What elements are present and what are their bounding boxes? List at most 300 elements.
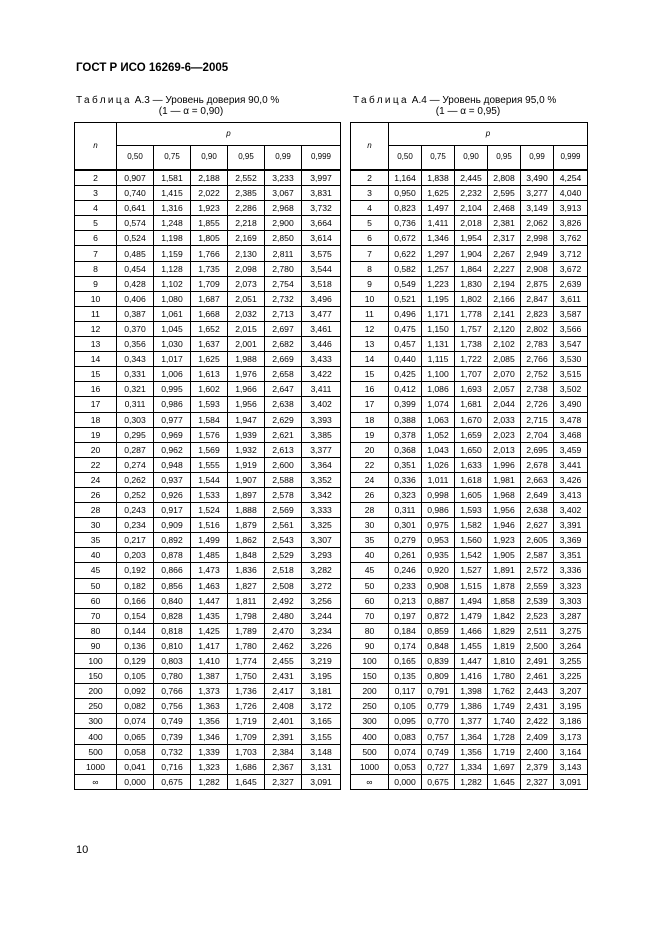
value-cell: 1,011 [422,472,455,487]
value-cell: 2,713 [265,306,302,321]
value-cell: 0,749 [422,744,455,759]
value-cell: 1,750 [228,669,265,684]
value-cell: 0,457 [389,337,422,352]
n-cell: 9 [351,276,389,291]
value-cell: 3,165 [302,714,341,729]
value-cell: 0,246 [389,563,422,578]
value-cell: 0,986 [422,503,455,518]
value-cell: 2,062 [521,216,554,231]
value-cell: 2,627 [521,518,554,533]
value-cell: 3,575 [302,246,341,261]
value-cell: 2,194 [488,276,521,291]
table-a3-subtitle: (1 — α = 0,90) [158,106,224,117]
value-cell: 1,726 [228,699,265,714]
value-cell: 3,195 [554,699,588,714]
value-cell: 2,998 [521,231,554,246]
value-cell: 1,080 [154,291,191,306]
value-cell: 3,732 [302,201,341,216]
value-cell: 2,518 [265,563,302,578]
value-cell: 2,766 [521,352,554,367]
n-cell: 35 [75,533,117,548]
value-cell: 0,496 [389,306,422,321]
value-cell: 1,810 [488,654,521,669]
value-cell: 2,385 [228,186,265,201]
value-cell: 3,149 [521,201,554,216]
table-row [75,744,341,759]
value-cell: 3,233 [265,170,302,186]
value-cell: 2,572 [521,563,554,578]
value-cell: 1,670 [455,412,488,427]
value-cell: 2,443 [521,684,554,699]
value-cell: 3,391 [554,518,588,533]
n-cell: 50 [75,578,117,593]
value-cell: 1,435 [191,608,228,623]
value-cell: 2,227 [488,261,521,276]
table-row [351,714,588,729]
value-cell: 0,809 [422,669,455,684]
value-cell: 0,977 [154,412,191,427]
value-cell: 2,738 [521,382,554,397]
value-cell: 0,757 [422,729,455,744]
table-a4-caption [353,95,583,117]
value-cell: 2,704 [521,427,554,442]
value-cell: 1,923 [191,201,228,216]
value-cell: 3,468 [554,427,588,442]
value-cell: 2,102 [488,337,521,352]
value-cell: 0,287 [117,442,154,457]
value-cell: 3,277 [521,186,554,201]
value-cell: 3,433 [302,352,341,367]
n-cell: 100 [75,654,117,669]
value-cell: 0,839 [422,654,455,669]
value-cell: 2,073 [228,276,265,291]
table-row [351,578,588,593]
n-cell: 7 [351,246,389,261]
p-value-header: 0,90 [191,145,228,170]
n-cell: 1000 [351,759,389,774]
n-cell: 30 [351,518,389,533]
value-cell: 1,946 [488,518,521,533]
table-row [75,457,341,472]
value-cell: 2,051 [228,291,265,306]
value-cell: 3,490 [521,170,554,186]
n-cell: 500 [351,744,389,759]
value-cell: 2,823 [521,306,554,321]
value-cell: 3,195 [302,669,341,684]
value-cell: 1,363 [191,699,228,714]
value-cell: 0,388 [389,412,422,427]
value-cell: 2,445 [455,170,488,186]
value-cell: 1,316 [154,201,191,216]
value-cell: 2,098 [228,261,265,276]
value-cell: 1,373 [191,684,228,699]
value-cell: 1,164 [389,170,422,186]
value-cell: 1,017 [154,352,191,367]
value-cell: 0,872 [422,608,455,623]
value-cell: 2,462 [265,638,302,653]
value-cell: 0,262 [117,472,154,487]
value-cell: 0,351 [389,457,422,472]
table-row [351,744,588,759]
value-cell: 3,325 [302,518,341,533]
value-cell: 3,459 [554,442,588,457]
table-row [75,321,341,336]
value-cell: 0,144 [117,623,154,638]
value-cell: 2,408 [265,699,302,714]
value-cell: 1,257 [422,261,455,276]
value-cell: 3,530 [554,352,588,367]
value-cell: 2,559 [521,578,554,593]
value-cell: 0,840 [154,593,191,608]
value-cell: 3,490 [554,397,588,412]
value-cell: 1,709 [228,729,265,744]
table-row [351,774,588,789]
table-row [75,216,341,231]
value-cell: 2,218 [228,216,265,231]
table-row [351,382,588,397]
value-cell: 2,461 [521,669,554,684]
table-a3-body [75,170,341,789]
value-cell: 1,356 [191,714,228,729]
value-cell: 0,574 [117,216,154,231]
value-cell: 1,709 [191,276,228,291]
value-cell: 0,780 [154,669,191,684]
value-cell: 1,652 [191,321,228,336]
value-cell: 3,131 [302,759,341,774]
table-row [351,699,588,714]
table-row [351,729,588,744]
value-cell: 2,647 [265,382,302,397]
value-cell: 1,416 [455,669,488,684]
value-cell: 0,065 [117,729,154,744]
value-cell: 0,818 [154,623,191,638]
value-cell: 2,267 [488,246,521,261]
value-cell: 3,422 [302,367,341,382]
n-header: n [75,123,117,171]
table-row [351,684,588,699]
value-cell: 2,120 [488,321,521,336]
value-cell: 1,830 [455,276,488,291]
table-row [75,548,341,563]
value-cell: 2,678 [521,457,554,472]
value-cell: 3,441 [554,457,588,472]
value-cell: 0,766 [154,684,191,699]
n-cell: 200 [351,684,389,699]
value-cell: 1,045 [154,321,191,336]
n-cell: 2 [75,170,117,186]
p-value-header: 0,99 [265,145,302,170]
value-cell: 0,129 [117,654,154,669]
value-cell: 0,117 [389,684,422,699]
n-cell: 10 [75,291,117,306]
value-cell: 2,752 [521,367,554,382]
value-cell: 0,343 [117,352,154,367]
value-cell: 1,466 [455,623,488,638]
value-cell: 3,351 [554,548,588,563]
value-cell: 1,838 [422,170,455,186]
table-row [351,548,588,563]
value-cell: 1,722 [455,352,488,367]
n-cell: 3 [351,186,389,201]
value-cell: 2,057 [488,382,521,397]
value-cell: 3,826 [554,216,588,231]
value-cell: 0,166 [117,593,154,608]
table-row [351,367,588,382]
table-a3-title: А.3 — Уровень доверия 90,0 % [134,95,280,106]
value-cell: 3,293 [302,548,341,563]
table-row [75,337,341,352]
n-cell: 14 [75,352,117,367]
value-cell: 0,736 [389,216,422,231]
value-cell: 1,687 [191,291,228,306]
value-cell: 0,856 [154,578,191,593]
n-header: n [351,123,389,171]
value-cell: 3,303 [554,593,588,608]
value-cell: 0,154 [117,608,154,623]
value-cell: 0,454 [117,261,154,276]
value-cell: 2,104 [455,201,488,216]
value-cell: 0,311 [389,503,422,518]
value-cell: 3,502 [554,382,588,397]
value-cell: 1,905 [488,548,521,563]
n-cell: 22 [351,457,389,472]
value-cell: 0,975 [422,518,455,533]
n-cell: 19 [351,427,389,442]
value-cell: 1,576 [191,427,228,442]
table-row [75,518,341,533]
value-cell: 1,736 [228,684,265,699]
value-cell: 3,461 [302,321,341,336]
value-cell: 3,393 [302,412,341,427]
value-cell: 1,625 [422,186,455,201]
value-cell: 0,524 [117,231,154,246]
value-cell: 2,561 [265,518,302,533]
value-cell: 2,638 [265,397,302,412]
value-cell: 0,095 [389,714,422,729]
value-cell: 0,641 [117,201,154,216]
p-value-header: 0,50 [117,145,154,170]
value-cell: 2,023 [488,427,521,442]
table-row [351,669,588,684]
value-cell: 1,805 [191,231,228,246]
table-a4-title: А.4 — Уровень доверия 95,0 % [411,95,557,106]
value-cell: 0,041 [117,759,154,774]
table-row [351,518,588,533]
value-cell: 1,128 [154,261,191,276]
value-cell: 0,000 [117,774,154,789]
value-cell: 2,141 [488,306,521,321]
table-row [75,382,341,397]
value-cell: 1,848 [228,548,265,563]
value-cell: 0,440 [389,352,422,367]
value-cell: 2,169 [228,231,265,246]
value-cell: 0,370 [117,321,154,336]
value-cell: 2,508 [265,578,302,593]
value-cell: 0,135 [389,669,422,684]
value-cell: 2,732 [265,291,302,306]
value-cell: 2,401 [265,714,302,729]
value-cell: 1,560 [455,533,488,548]
value-cell: 3,282 [302,563,341,578]
value-cell: 1,417 [191,638,228,653]
n-cell: 90 [351,638,389,653]
table-row [75,654,341,669]
value-cell: 0,828 [154,608,191,623]
table-row [351,337,588,352]
value-cell: 0,749 [154,714,191,729]
value-cell: 0,920 [422,563,455,578]
value-cell: 3,091 [302,774,341,789]
value-cell: 3,234 [302,623,341,638]
value-cell: 0,908 [422,578,455,593]
value-cell: 1,074 [422,397,455,412]
value-cell: 0,986 [154,397,191,412]
table-row [75,412,341,427]
p-value-header: 0,95 [488,145,521,170]
value-cell: 3,336 [554,563,588,578]
n-cell: 250 [351,699,389,714]
n-cell: 8 [75,261,117,276]
n-cell: 28 [351,503,389,518]
table-row [75,669,341,684]
value-cell: 1,159 [154,246,191,261]
table-row [351,442,588,457]
n-cell: 400 [75,729,117,744]
table-row [351,654,588,669]
value-cell: 1,497 [422,201,455,216]
value-cell: 3,611 [554,291,588,306]
n-cell: 12 [351,321,389,336]
value-cell: 1,115 [422,352,455,367]
value-cell: 0,105 [117,669,154,684]
n-cell: 20 [351,442,389,457]
n-cell: 80 [75,623,117,638]
value-cell: 2,455 [265,654,302,669]
value-cell: 2,569 [265,503,302,518]
value-cell: 0,803 [154,654,191,669]
table-row [351,563,588,578]
value-cell: 1,981 [488,472,521,487]
table-row [75,774,341,789]
n-cell: 150 [351,669,389,684]
value-cell: 0,823 [389,201,422,216]
value-cell: 1,855 [191,216,228,231]
value-cell: 1,364 [455,729,488,744]
value-cell: 0,165 [389,654,422,669]
value-cell: 2,188 [191,170,228,186]
table-a4-subtitle: (1 — α = 0,95) [435,106,501,117]
value-cell: 1,171 [422,306,455,321]
table-row [75,442,341,457]
value-cell: 3,181 [302,684,341,699]
n-cell: 45 [75,563,117,578]
value-cell: 0,274 [117,457,154,472]
value-cell: 1,836 [228,563,265,578]
value-cell: 0,521 [389,291,422,306]
value-cell: 1,645 [228,774,265,789]
value-cell: 3,148 [302,744,341,759]
value-cell: 1,645 [488,774,521,789]
value-cell: 1,827 [228,578,265,593]
value-cell: 1,602 [191,382,228,397]
value-cell: 1,789 [228,623,265,638]
n-cell: 24 [351,472,389,487]
table-row [351,608,588,623]
value-cell: 0,675 [154,774,191,789]
value-cell: 1,063 [422,412,455,427]
table-row [351,623,588,638]
value-cell: 0,331 [117,367,154,382]
value-cell: 2,669 [265,352,302,367]
value-cell: 0,969 [154,427,191,442]
value-cell: 1,411 [422,216,455,231]
table-row [75,231,341,246]
value-cell: 0,739 [154,729,191,744]
value-cell: 2,491 [521,654,554,669]
value-cell: 3,518 [302,276,341,291]
value-cell: 1,052 [422,427,455,442]
value-cell: 2,033 [488,412,521,427]
n-cell: 60 [351,593,389,608]
value-cell: 0,301 [389,518,422,533]
table-row [351,593,588,608]
table-row [75,503,341,518]
value-cell: 0,083 [389,729,422,744]
value-cell: 3,143 [554,759,588,774]
value-cell: 2,431 [265,669,302,684]
n-cell: 40 [75,548,117,563]
table-row [351,487,588,502]
value-cell: 3,067 [265,186,302,201]
value-cell: 1,829 [488,623,521,638]
value-cell: 1,749 [488,699,521,714]
p-value-header: 0,75 [154,145,191,170]
table-row [75,276,341,291]
value-cell: 1,939 [228,427,265,442]
table-row [351,533,588,548]
n-cell: 400 [351,729,389,744]
value-cell: 2,850 [265,231,302,246]
n-cell: ∞ [75,774,117,789]
table-a3-prefix: Таблица [76,95,133,106]
table-a3 [74,122,341,790]
value-cell: 2,492 [265,593,302,608]
value-cell: 0,387 [117,306,154,321]
value-cell: 1,463 [191,578,228,593]
value-cell: 4,040 [554,186,588,201]
value-cell: 3,207 [554,684,588,699]
value-cell: 2,543 [265,533,302,548]
value-cell: 1,131 [422,337,455,352]
table-row [75,623,341,638]
value-cell: 1,697 [488,759,521,774]
value-cell: 1,686 [228,759,265,774]
value-cell: 1,026 [422,457,455,472]
p-value-header: 0,90 [455,145,488,170]
value-cell: 0,295 [117,427,154,442]
table-row [75,352,341,367]
value-cell: 0,425 [389,367,422,382]
n-cell: 17 [75,397,117,412]
value-cell: 1,693 [455,382,488,397]
value-cell: 3,413 [554,487,588,502]
value-cell: 1,774 [228,654,265,669]
value-cell: 2,552 [228,170,265,186]
value-cell: 3,155 [302,729,341,744]
n-cell: 80 [351,623,389,638]
value-cell: 2,381 [488,216,521,231]
value-cell: 0,622 [389,246,422,261]
